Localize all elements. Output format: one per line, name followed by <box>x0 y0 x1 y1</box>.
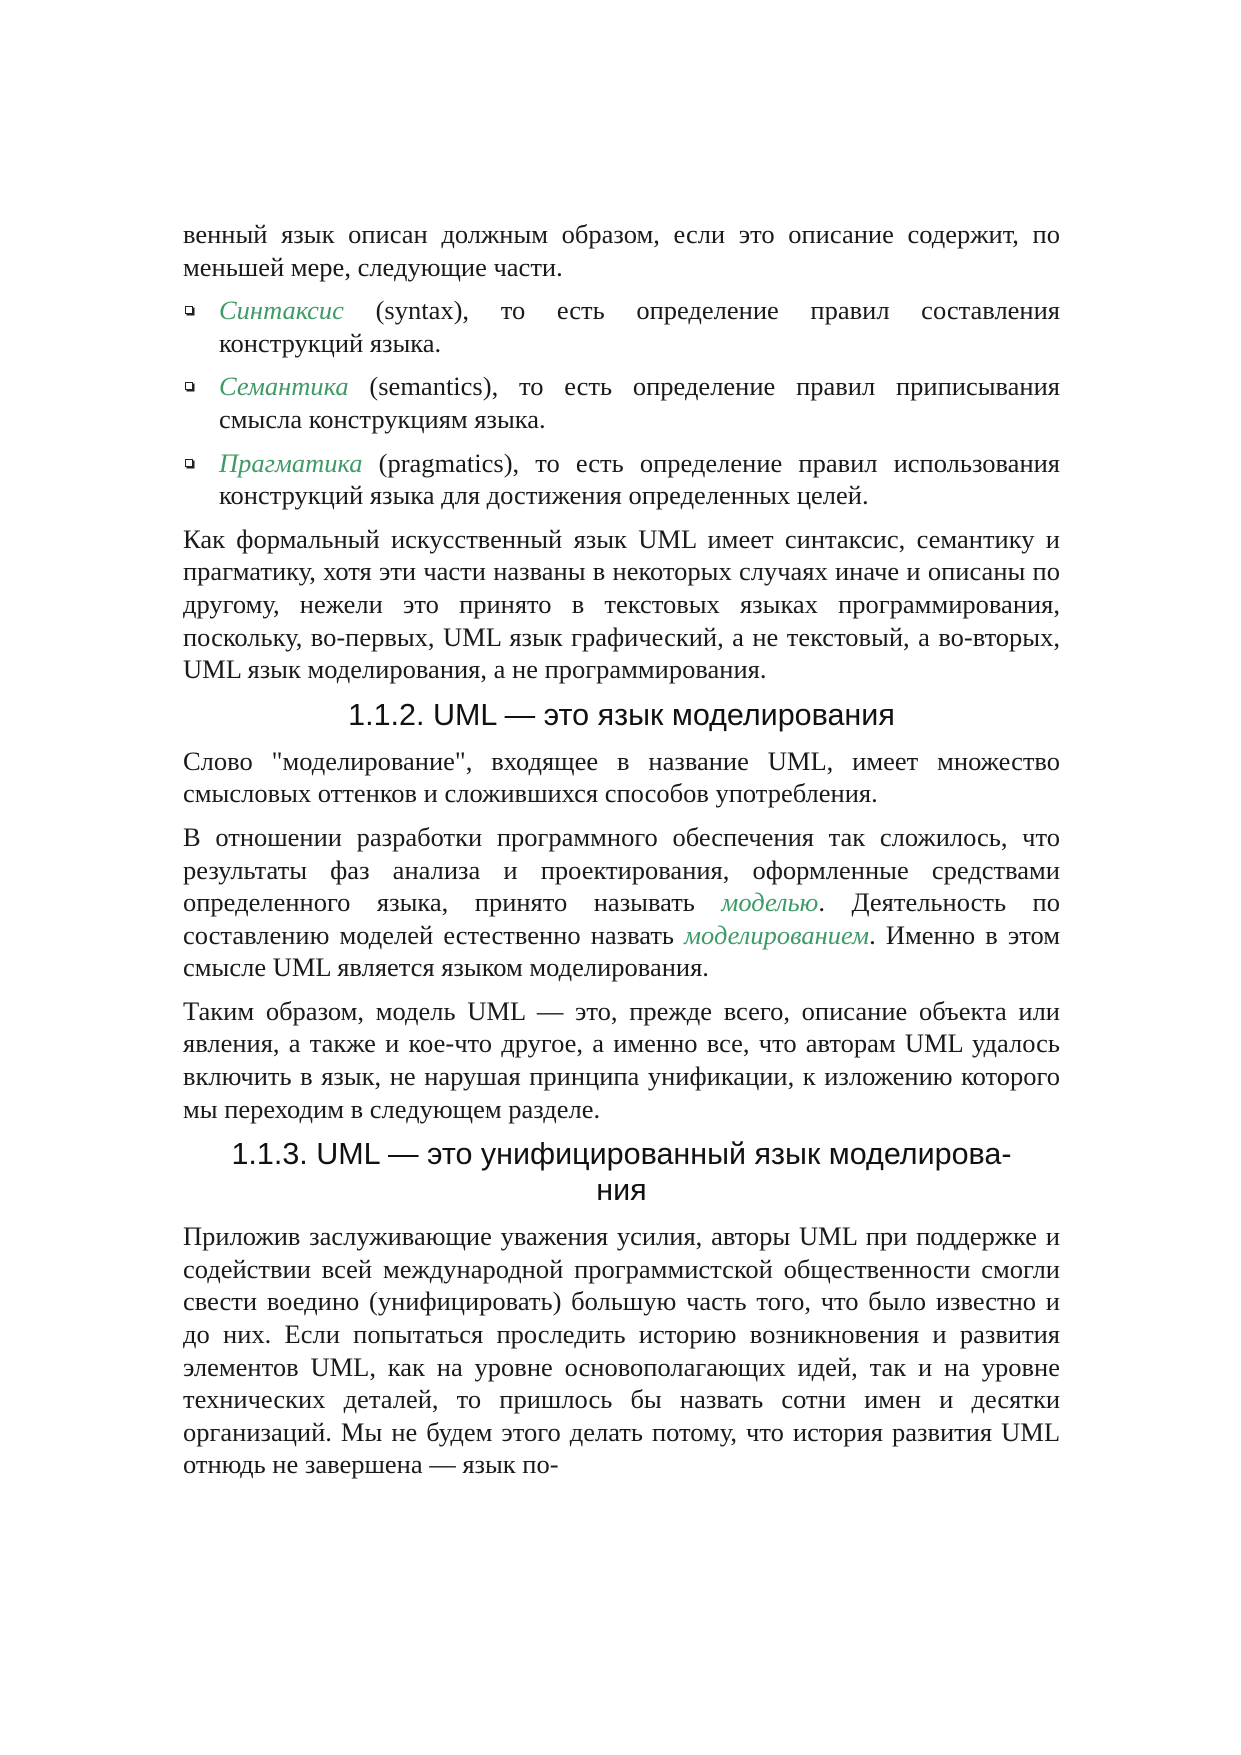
section-heading-1-1-2: 1.1.2. UML — это язык моделирования <box>348 697 895 732</box>
term-semantics: Семантика <box>219 371 349 402</box>
language-parts-list <box>183 294 1060 512</box>
list-item-text: (semantics), то есть определение правил приписывания смысла конструкциям языка. <box>219 371 1060 434</box>
hollow-square-bullet-icon <box>185 459 193 467</box>
list-item-semantics <box>183 370 1060 435</box>
formal-language-paragraph: Как формальный искусственный язык UML имеет синтаксис, семантику и прагматику, хотя эти части названы в некоторых случаях иначе и описаны по другому, нежели это принято в текстовых языках программирования, поскольку, во-первых, UML язык графический, а не текстовый, а во-вторых, UML язык моделирования, а не программирования. <box>183 523 1060 685</box>
heading-line-2: ния <box>596 1173 647 1208</box>
heading-line-1: 1.1.3. UML — это унифицированный язык моделирова- <box>231 1137 1012 1172</box>
term-pragmatics: Прагматика <box>219 447 363 478</box>
list-item-text: (pragmatics), то есть определение правил использования конструкций языка для достижения определенных целей. <box>219 447 1060 511</box>
list-item-syntax <box>183 294 1060 359</box>
model-definition-paragraph <box>183 821 1060 984</box>
term-modeling: моделированием <box>684 919 870 950</box>
hollow-square-bullet-icon <box>185 306 193 314</box>
hollow-square-bullet-icon <box>185 382 193 390</box>
list-item-pragmatics <box>183 447 1060 512</box>
paragraph-text: В отношении разработки программного обеспечения так сложилось, что результаты фаз анализа и проектирования, оформленные средствами определенного языка, принято называть <box>183 821 1060 918</box>
paragraph-text: . Именно в этом смысле UML является языком моделирования. <box>183 919 1060 983</box>
term-model: моделью <box>721 887 819 918</box>
uml-model-paragraph: Таким образом, модель UML — это, прежде всего, описание объекта или явления, а также и кое-что другое, а именно все, что авторам UML удалось включить в язык, не нарушая принципа унификации, к изложению которого мы переходим в следующем разделе. <box>183 995 1060 1124</box>
document-page <box>183 218 1060 1492</box>
term-syntax: Синтаксис <box>219 295 344 326</box>
intro-paragraph: венный язык описан должным образом, если это описание содержит, по меньшей мере, следующие части. <box>183 219 1060 282</box>
list-item-text: (syntax), то есть определение правил составления конструкций языка. <box>219 295 1060 358</box>
modeling-word-paragraph: Слово "моделирование", входящее в название UML, имеет множество смысловых оттенков и сложившихся способов употребления. <box>183 745 1060 809</box>
paragraph-text: . Деятельность по составлению моделей естественно назвать <box>183 887 1060 950</box>
unification-paragraph: Приложив заслуживающие уважения усилия, авторы UML при поддержке и содействии всей международной программистской общественности смогли свести воедино (унифицировать) большую часть того, что было известно и до них. Если попытаться проследить историю возникновения и развития элементов UML, как на уровне основополагающих идей, так и на уровне технических деталей, то пришлось бы назвать сотни имен и десятки организаций. Мы не будем этого делать потому, что история развития UML отнюдь не завершена — язык по- <box>183 1221 1060 1480</box>
section-heading-1-1-3 <box>183 1136 1060 1208</box>
